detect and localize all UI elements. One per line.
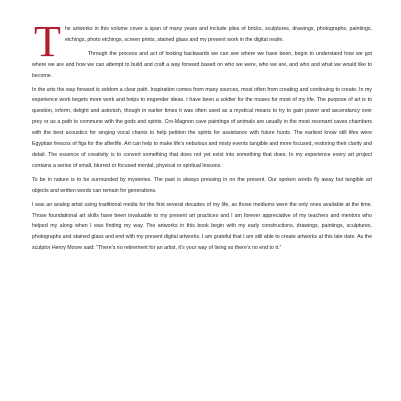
paragraph: Through the process and act of looking backwards we can see where we have been, begin to understand how we got where we are and how we can attempt to build and craft a way forward based on who we were, who we are, and who and what we would like to become.	[32, 50, 372, 79]
paragraph: In the arts the way forward is seldom a clear path. Inspiration comes from many sources, most often from creating and continuing to create. In my experience work begets more work and helps to engender ideas. I have been a soldier for the muses for most of my life. The purpose of art is to question, inform, delight and astonish, though in earlier times it was often used as a mystical means to try to gain power and ascendancy over prey or as a path to commune with the gods and spirits. Cro-Magnon cave paintings of animals are usually in the most resonant caves chambers with the best acoustics for singing vocal chants to help petition the spirits for assistance with future hunts. The earliest know still lifes were Egyptian frescos of figs for the afterlife. Art can help to make life’s nebulous and misty events tangible and more focused, restoring their clarity and detail. The essence of creativity is to convert something that does not yet exist into something that does. In my experience every art project contains a series of small, blurred or focused mental, physical or spiritual lessons.	[32, 86, 372, 169]
paragraph: To be in nature is to be surrounded by mysteries. The past is always pressing in on the present. Our spoken words fly away but tangible art objects and written words can remain for generations.	[32, 176, 372, 194]
drop-cap: T	[34, 17, 61, 66]
document-page	[32, 17, 372, 257]
paragraph-text: he artworks in this volume cover a span of many years and include piles of bricks, sculptures, drawings, photographs, paintings, etchings, photo etchings, screen prints, stained glass and my present work in the digital realm.	[64, 26, 372, 43]
paragraph: I was an analog artist using traditional media for the first several decades of my life, as those mediums were the only ones available at the time. Those foundational art skills have been invaluable to my present art practices and I am forever appreciative of my teachers and mentors who helped my along when I was finding my way. The artworks in this book begin with my early constructions, drawings, paintings, sculptures, photographs and stained glass and end with my present digital artworks. I am grateful that I am still able to create artworks at this late date. As the sculptor Henry Moore said: “There’s no retirement for an artist, it’s your way of living so there’s no end to it.”	[32, 201, 372, 252]
